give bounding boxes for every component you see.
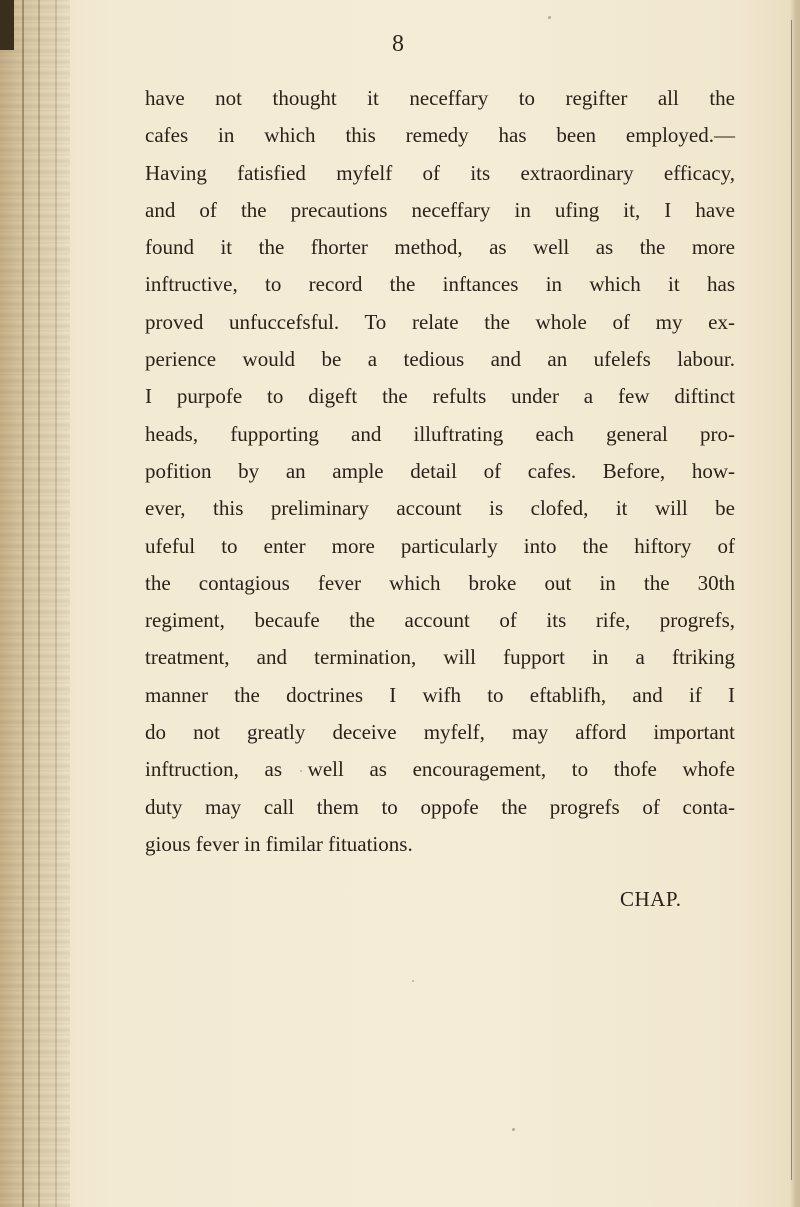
text-line: heads, fupporting and illuftrating each general pro- — [145, 421, 735, 446]
gutter-shadow-line — [55, 0, 57, 1207]
page-edge-line — [791, 20, 792, 1180]
text-line: ever, this preliminary account is clofed, it will be — [145, 496, 735, 521]
page-number: 8 — [392, 31, 404, 57]
text-line: inftruction, as well as encouragement, to thofe whofe — [145, 757, 735, 782]
paper-speck — [548, 16, 551, 19]
text-line: proved unfuccefsful. To relate the whole of my ex- — [145, 309, 735, 334]
text-line: treatment, and termination, will fupport in a ftriking — [145, 645, 735, 670]
paper-speck — [412, 980, 414, 982]
text-line: do not greatly deceive myfelf, may afford important — [145, 720, 735, 745]
text-line: pofition by an ample detail of cafes. Before, how- — [145, 458, 735, 483]
text-line: cafes in which this remedy has been employed.— — [145, 123, 735, 148]
body-text — [145, 80, 735, 863]
text-line: Having fatisfied myfelf of its extraordinary efficacy, — [145, 160, 735, 185]
text-line: the contagious fever which broke out in the 30th — [145, 570, 735, 595]
catchword: CHAP. — [620, 887, 682, 911]
text-line: duty may call them to oppofe the progrefs of conta- — [145, 794, 735, 819]
text-line: ufeful to enter more particularly into the hiftory of — [145, 533, 735, 558]
text-line: and of the precautions neceffary in ufing it, I have — [145, 197, 735, 222]
binding-gutter — [0, 0, 70, 1207]
paper-speck — [300, 770, 302, 772]
text-line: found it the fhorter method, as well as the more — [145, 235, 735, 260]
gutter-shadow-line — [22, 0, 24, 1207]
gutter-shadow-line — [38, 0, 40, 1207]
binding-mark — [0, 0, 14, 50]
paper-speck — [512, 1128, 515, 1131]
text-line: I purpofe to digeft the refults under a few diftinct — [145, 384, 735, 409]
text-line: manner the doctrines I wifh to eftablifh, and if I — [145, 682, 735, 707]
text-line: gious fever in fimilar fituations. — [145, 831, 413, 856]
text-line: have not thought it neceffary to regifter all the — [145, 86, 735, 110]
text-line: perience would be a tedious and an ufelefs labour. — [145, 347, 735, 372]
text-line: regiment, becaufe the account of its rife, progrefs, — [145, 608, 735, 633]
text-line: inftructive, to record the inftances in which it has — [145, 272, 735, 297]
